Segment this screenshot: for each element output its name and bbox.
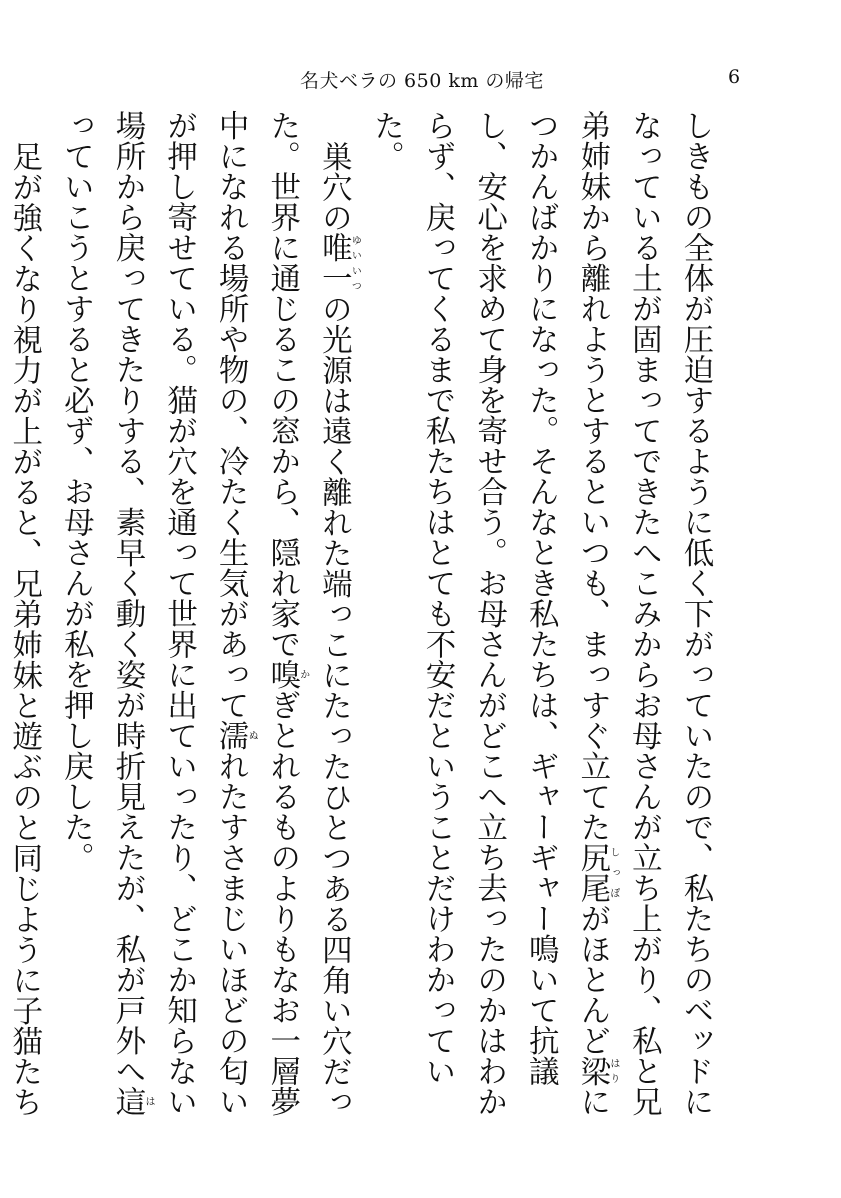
ruby-ka: 嗅か (264, 659, 309, 690)
ruby-shippo: 尻尾しっぽ (574, 842, 619, 903)
page-number: 6 (728, 66, 741, 88)
ruby-nu: 濡ぬ (213, 720, 258, 751)
ruby-ha: 這は (109, 1086, 154, 1117)
ruby-hari: 梁はり (574, 1055, 619, 1086)
paragraph-3: 足が強くなり視力が上がると、兄弟姉妹と遊ぶのと同じように子猫たち (6, 140, 42, 1117)
vertical-body-text (6, 110, 721, 1125)
paragraph-1: しきもの全体が圧迫するように低く下がっていたので、私たちのベッドになっている土が固まってできたへこみからお母さんが立ち上がり、私と兄弟姉妹から離れようとするといつも、まっすぐ立てた尻尾しっぽがほとんど梁はりにつかんばかりになった。そんなとき私たちは、ギャーギャー鳴いて抗議し、安心を求めて身を寄せ合う。お母さんがどこへ立ち去ったのかはわからず、戻ってくるまで私たちはとても不安だということだけわかっていた。 (368, 110, 713, 1117)
ruby-yuiitsu: 唯一ゆいいつ (316, 232, 361, 293)
running-header: 名犬ベラの 650 km の帰宅 (300, 70, 544, 92)
paragraph-2: 巣穴の唯一ゆいいつの光源は遠く離れた端っこにたったひとつある四角い穴だった。世界に通じるこの窓から、隠れ家で嗅かぎとれるものよりもなお一層夢中になれる場所や物の、冷たく生気があって濡ぬれたすさまじいほどの匂いが押し寄せている。猫が穴を通って世界に出ていったり、どこか知らない場所から戻ってきたりする、素早く動く姿が時折見えたが、私が戸外へ這はっていこうとすると必ず、お母さんが私を押し戻した。 (58, 110, 361, 1117)
